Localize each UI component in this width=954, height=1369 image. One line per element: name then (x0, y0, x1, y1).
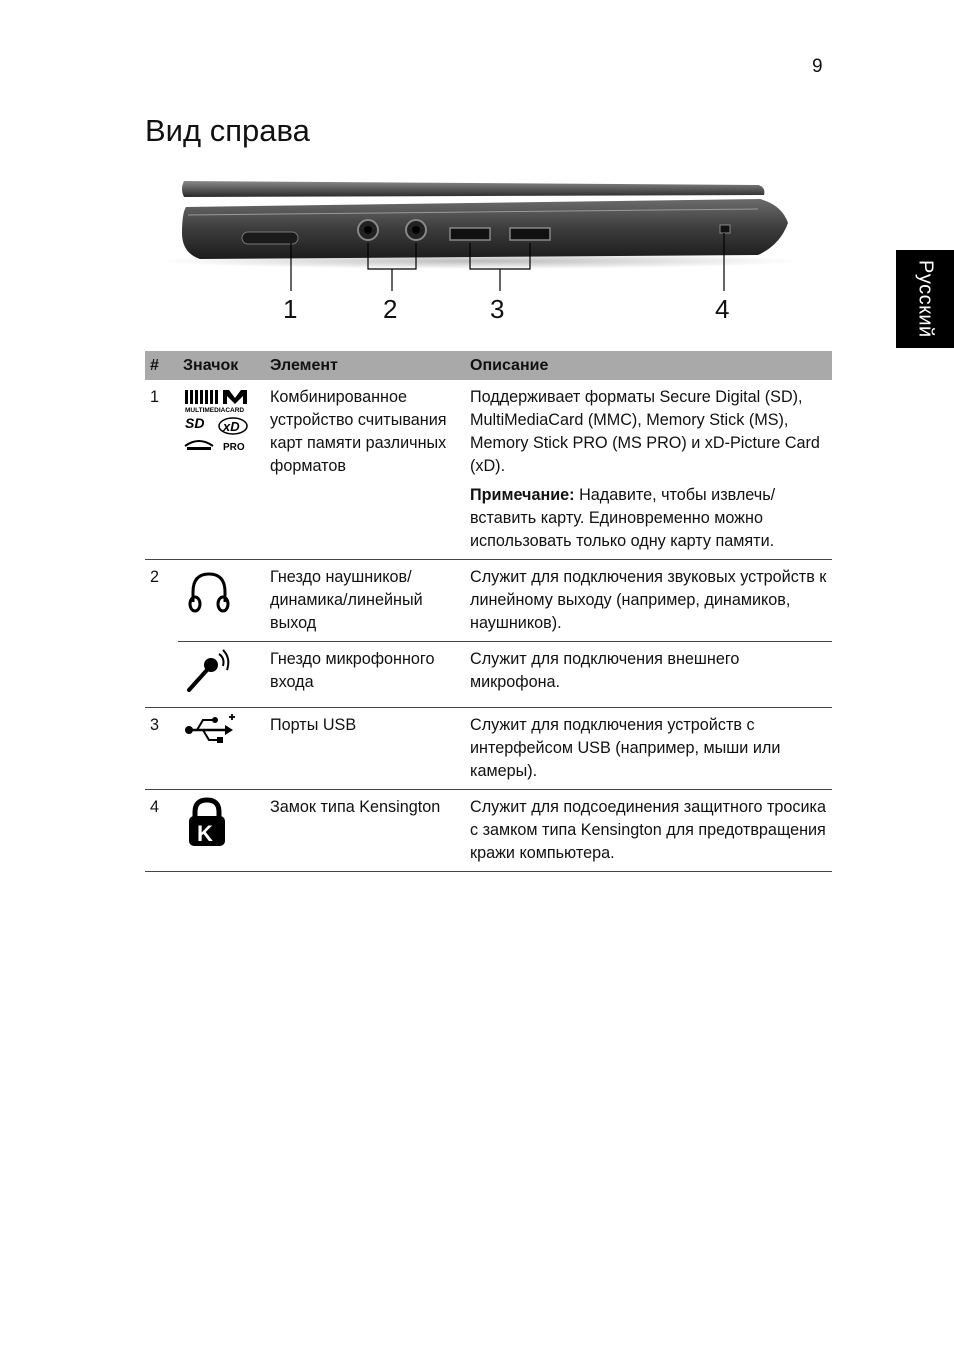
svg-text:PRO: PRO (223, 442, 245, 453)
header-element: Элемент (265, 351, 465, 380)
row-description: Служит для подключения устройств с интерфейсом USB (например, мыши или камеры). (465, 708, 832, 790)
table-row (145, 642, 832, 708)
row-description-cell (465, 380, 832, 560)
header-icon: Значок (178, 351, 265, 380)
row-element: Замок типа Kensington (265, 790, 465, 872)
row-description: Служит для подключения звуковых устройств к линейному выходу (например, динамиков, наушников). (465, 560, 832, 642)
note-text: Надавите, чтобы извлечь/ вставить карту. Единовременно можно использовать только одну карту памяти. (470, 486, 776, 550)
row-num: 1 (145, 380, 178, 560)
callout-3: 3 (490, 294, 505, 324)
page-title: Вид справа (145, 113, 310, 148)
table-row (145, 790, 832, 872)
row-description: Поддерживает форматы Secure Digital (SD), MultiMediaCard (MMC), Memory Stick (MS), Memory Stick PRO (MS PRO) и xD-Picture Card (xD). (470, 388, 820, 475)
table-row (145, 708, 832, 790)
row-element: Гнездо микрофонного входа (265, 642, 465, 708)
row-element: Комбинированное устройство считывания карт памяти различных форматов (265, 380, 465, 560)
table-row (145, 380, 832, 560)
row-description: Служит для подключения внешнего микрофона. (465, 642, 832, 708)
callout-4: 4 (715, 294, 730, 324)
language-tab-label: Русский (914, 260, 937, 338)
row-num: 3 (145, 708, 178, 790)
svg-text:K: K (197, 821, 213, 846)
headphones-icon (178, 560, 265, 642)
svg-text:xD: xD (223, 419, 240, 434)
spec-table (145, 351, 832, 872)
callout-1: 1 (283, 294, 298, 324)
microphone-icon (178, 642, 265, 708)
usb-icon (178, 708, 265, 790)
row-num: 2 (150, 568, 160, 586)
row-element: Порты USB (265, 708, 465, 790)
table-header-row (145, 351, 832, 380)
row-element: Гнездо наушников/ динамика/линейный выход (265, 560, 465, 642)
svg-text:MULTIMEDIACARD: MULTIMEDIACARD (185, 407, 245, 414)
table-row (145, 560, 832, 642)
laptop-right-side-illustration (160, 175, 810, 335)
card-reader-logos-icon (178, 380, 265, 560)
row-note (470, 484, 827, 553)
language-tab (896, 250, 954, 348)
note-label: Примечание: (470, 486, 575, 504)
page-number: 9 (812, 56, 823, 77)
header-num: # (145, 351, 178, 380)
row-num (145, 642, 178, 708)
svg-text:SD: SD (185, 415, 205, 431)
row-description: Служит для подсоединения защитного тросика с замком типа Kensington для предотвращения кражи компьютера. (465, 790, 832, 872)
kensington-lock-icon (178, 790, 265, 872)
callout-2: 2 (383, 294, 398, 324)
header-description: Описание (465, 351, 832, 380)
row-num: 4 (145, 790, 178, 872)
